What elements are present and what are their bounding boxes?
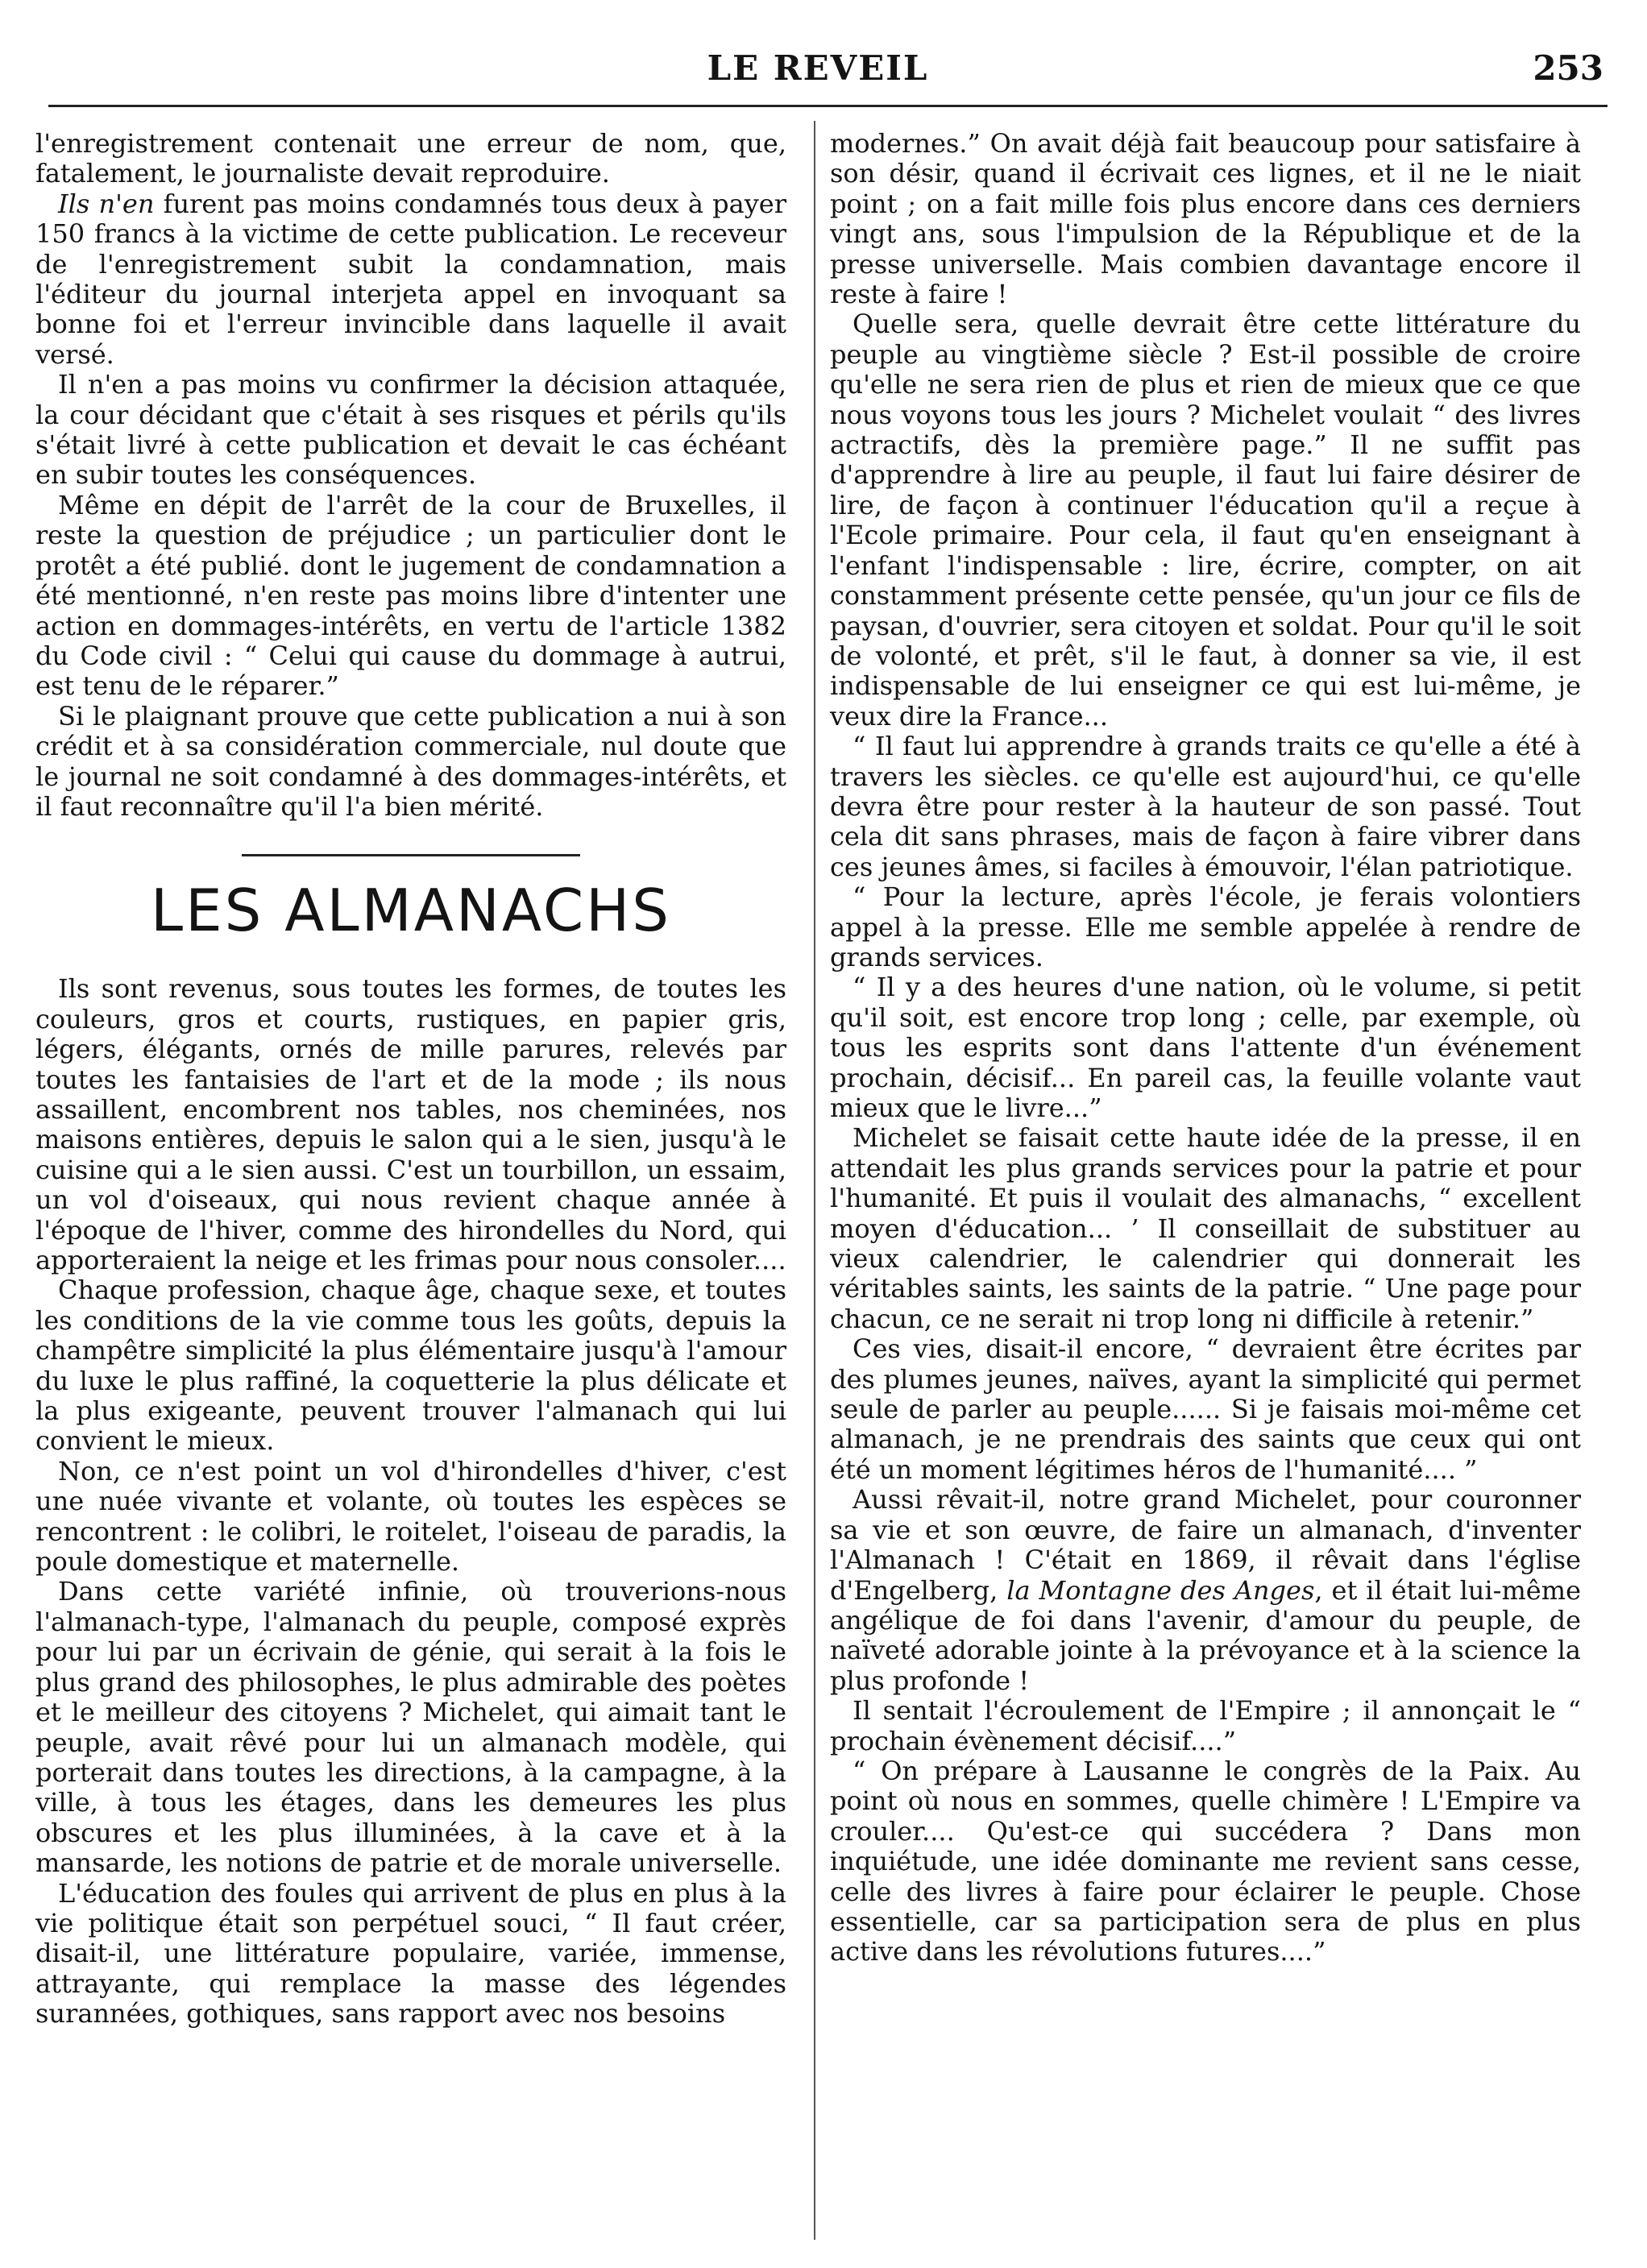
section-title: LES ALMANACHS: [151, 877, 671, 945]
paragraph: [35, 189, 786, 370]
column-divider: [814, 121, 815, 2240]
paragraph: Dans cette variété infinie, où trouverions-nous l'almanach-type, l'almanach du peuple, composé exprès pour lui par un écrivain de génie, qui serait à la fois le plus grand des philosophes, le plus admirable des poètes et le meilleur des citoyens ? Michelet, qui aimait tant le peuple, avait rêvé pour lui un almanach modèle, qui porterait dans toutes les directions, à la campagne, à la ville, à tous les étages, dans les demeures les plus obscures et les plus illuminées, à la cave et à la mansarde, les notions de patrie et de morale universelle.: [35, 1576, 786, 1879]
paragraph-start: Aussi rêvait-il, notre grand Michelet, pour couronner sa vie et son œuvre, de faire un almanach, d'inventer l'Almanach ! C'était en 1869, il rêvait dans l'église d'Engelberg,: [830, 1484, 1581, 1606]
paragraph-end: , et il était lui-même angélique de foi dans l'avenir, d'amour du peuple, de naïveté adorable jointe à la prévoyance et à la science la plus profonde !: [830, 1574, 1582, 1696]
paragraph: “ On prépare à Lausanne le congrès de la Paix. Au point où nous en sommes, quelle chimère ! L'Empire va crouler.... Qu'est-ce qui succédera ? Dans mon inquiétude, une idée dominante me revient sans cesse, celle des livres à faire pour éclairer le peuple. Chose essentielle, car sa participation sera de plus en plus active dans les révolutions futures....”: [830, 1755, 1581, 1967]
paragraph: “ Il y a des heures d'une nation, où le volume, si petit qu'il soit, est encore trop long ; celle, par exemple, où tous les esprits sont dans l'attente d'un événement prochain, décisif... En pareil cas, la feuille volante vaut mieux que le livre...”: [830, 972, 1581, 1123]
left-column: [35, 129, 786, 2030]
paragraph-continuation: furent pas moins condamnés tous deux à: [154, 188, 703, 219]
paragraph: “ Pour la lecture, après l'école, je ferais volontiers appel à la presse. Elle me semble appelée à rendre de grands services.: [830, 881, 1581, 972]
paragraph: Michelet se faisait cette haute idée de la presse, il en attendait les plus grands services pour la patrie et pour l'humanité. Et puis il voulait des almanachs, “ excellent moyen d'éducation... ’ Il conseillait de substituer au vieux calendrier, le calendrier qui donnerait les véritables saints, les saints de la patrie. “ Une page pour chacun, ce ne serait ni trop long ni difficile à retenir.”: [830, 1122, 1581, 1334]
italic-place-name: la Montagne des Anges: [1006, 1574, 1315, 1606]
paragraph: Il n'en a pas moins vu confirmer la décision attaquée, la cour décidant que c'était à ses risques et périls qu'ils s'était livré à cette publication et devait le cas échéant en subir toutes les conséquences.: [35, 369, 786, 491]
header-rule: [48, 105, 1608, 107]
paragraph: Si le plaignant prouve que cette publication a nui à son crédit et à sa considération commerciale, nul doute que le journal ne soit condamné à des dommages-intérêts, et il faut reconnaître qu'il l'a bien mérité.: [35, 700, 786, 822]
section-rule: [242, 854, 580, 856]
paragraph: l'enregistrement contenait une erreur de nom, que, fatalement, le journaliste devait reproduire.: [35, 128, 786, 189]
paragraph: L'éducation des foules qui arrivent de plus en plus à la vie politique était son perpétuel souci, “ Il faut créer, disait-il, une littérature populaire, variée, immense, attrayante, qui remplace la masse des légendes surannées, gothiques, sans rapport avec nos besoins: [35, 1877, 786, 2030]
paragraph: modernes.” On avait déjà fait beaucoup pour satisfaire à son désir, quand il écrivait ces lignes, et il ne le niait point ; on a fait mille fois plus encore dans ces derniers vingt ans, sous l'impulsion de la République et de la presse universelle. Mais combien davantage encore il reste à faire !: [830, 128, 1581, 310]
right-column: [830, 129, 1581, 1967]
paragraph: Quelle sera, quelle devrait être cette littérature du peuple au vingtième siècle ? Est-il possible de croire qu'elle ne sera rien de plus et rien de mieux que ce que nous voyons tous les jours ? Michelet voulait “ des livres actractifs, dès la première page.” Il ne suffit pas d'apprendre à lire au peuple, il faut lui faire désirer de lire, de façon à continuer l'éducation qu'il a reçue à l'Ecole primaire. Pour cela, il faut qu'en enseignant à l'enfant l'indispensable : lire, écrire, compter, on ait constamment présente cette pensée, qu'un jour ce fils de paysan, d'ouvrier, sera citoyen et soldat. Pour qu'il le soit de volonté, et prêt, s'il le faut, à donner sa vie, il est indispensable de lui enseigner ce qui est lui-même, je veux dire la France...: [830, 309, 1581, 732]
paragraph: Non, ce n'est point un vol d'hirondelles d'hiver, c'est une nuée vivante et volante, où toutes les espèces se rencontrent : le colibri, le roitelet, l'oiseau de paradis, la poule domestique et maternelle.: [35, 1455, 786, 1578]
paragraph: [830, 1485, 1581, 1696]
paragraph: Ils sont revenus, sous toutes les formes, de toutes les couleurs, gros et courts, rustiques, en papier gris, légers, élégants, ornés de mille parures, relevés par toutes les fantaisies de l'art et de la mode ; ils nous assaillent, encombrent nos tables, nos cheminées, nos maisons entières, depuis le salon qui a le sien, jusqu'à le cuisine qui a le sien aussi. C'est un tourbillon, un essaim, un vol d'oiseaux, qui nous revient chaque année à l'époque de l'hiver, comme des hirondelles du Nord, qui apporteraient la neige et les frimas pour nous consoler....: [35, 973, 786, 1275]
paragraph: Même en dépit de l'arrêt de la cour de Bruxelles, il reste la question de préjudice ; un particulier dont le protêt a été publié. dont le jugement de condamnation a été mentionné, n'en reste pas moins libre d'intenter une action en dommages-intérêts, en vertu de l'article 1382 du Code civil : “ Celui qui cause du dommage à autrui, est tenu de le réparer.”: [35, 489, 786, 702]
paragraph: Il sentait l'écroulement de l'Empire ; il annonçait le “ prochain évènement décisif....”: [830, 1695, 1581, 1756]
paragraph-continuation: payer 150 francs à la victime de cette publication. Le receveur de l'enregistrement subit la condamnation, mais l'éditeur du journal interjeta appel en invoquant sa bonne foi et l'erreur invincible dans laquelle il avait versé.: [35, 188, 787, 370]
paragraph: “ Il faut lui apprendre à grands traits ce qu'elle a été à travers les siècles. ce qu'elle est aujourd'hui, ce qu'elle devra être pour rester à la hauteur de son passé. Tout cela dit sans phrases, mais de façon à faire vibrer dans ces jeunes âmes, si faciles à émouvoir, l'élan patriotique.: [830, 731, 1581, 882]
paragraph: Chaque profession, chaque âge, chaque sexe, et toutes les conditions de la vie comme tous les goûts, depuis la champêtre simplicité la plus élémentaire jusqu'à l'amour du luxe le plus raffiné, la coquetterie la plus délicate et la plus exigeante, peuvent trouver l'almanach qui lui convient le mieux.: [35, 1275, 786, 1457]
running-title: LE REVEIL: [707, 48, 929, 88]
page-header: [32, 48, 1603, 100]
paragraph: Ces vies, disait-il encore, “ devraient être écrites par des plumes jeunes, naïves, ayant la simplicité qui permet seule de parler au peuple...... Si je faisais moi-même cet almanach, je ne prendrais des saints que ceux qui ont été un moment légitimes héros de l'humanité.... ”: [830, 1333, 1581, 1485]
page-number: 253: [1533, 48, 1603, 88]
italic-lead: Ils n'en: [58, 188, 155, 219]
